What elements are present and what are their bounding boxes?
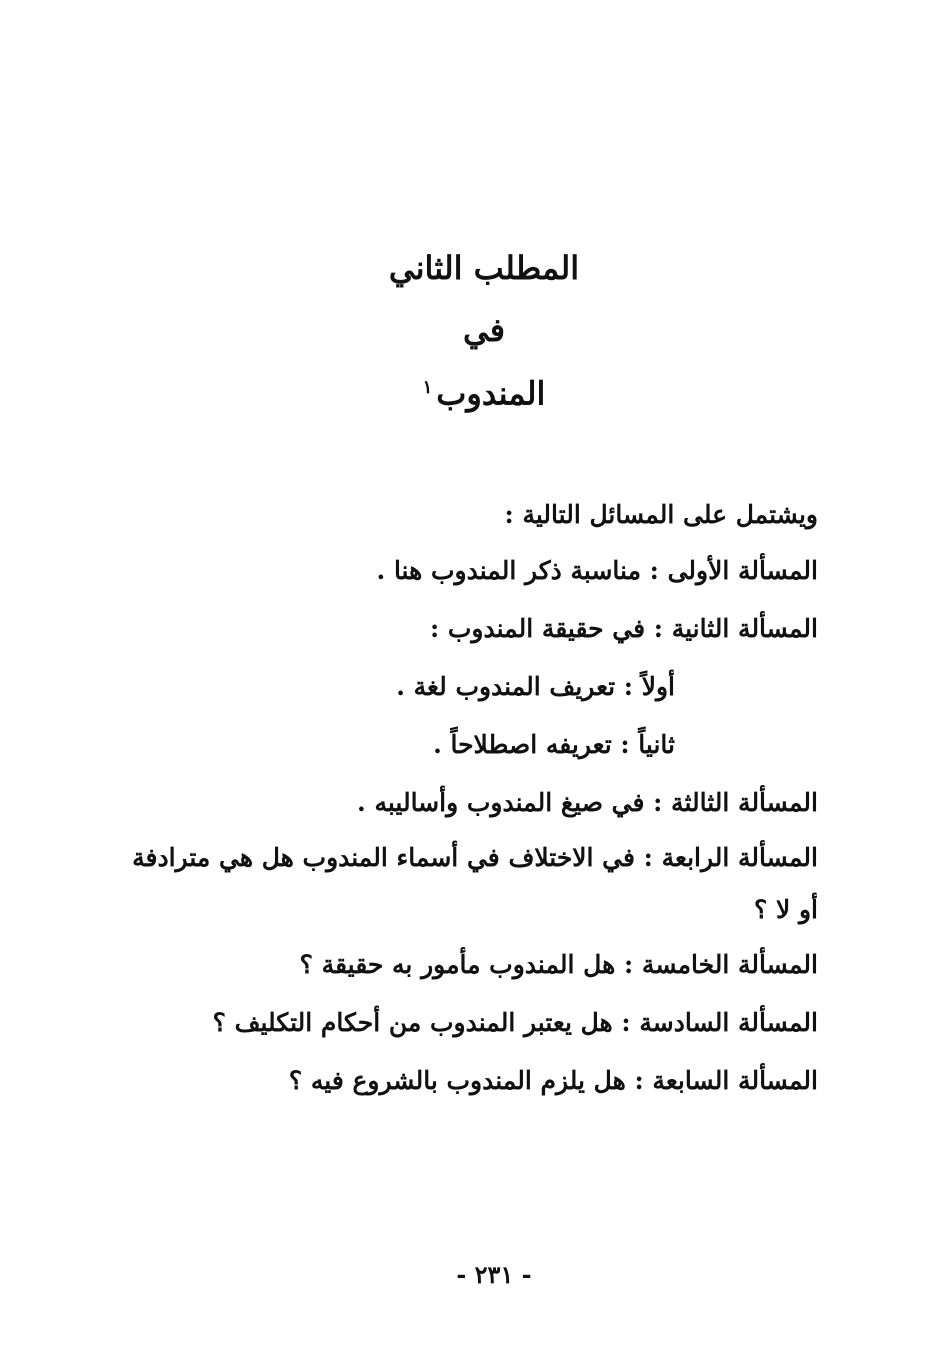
list-item-wrapped: المسألة الرابعة : في الاختلاف في أسماء المندوب هل هي مترادفة أو لا ؟ xyxy=(132,843,818,924)
list-item: المسألة الثالثة : في صيغ المندوب وأساليبه . xyxy=(357,788,818,817)
section-subject-text: المندوب xyxy=(436,374,546,413)
section-title: المطلب الثاني xyxy=(388,249,580,287)
list-item: المسألة الخامسة : هل المندوب مأمور به حقيقة ؟ xyxy=(299,950,818,979)
list-subitem: ثانياً : تعريفه اصطلاحاً . xyxy=(433,730,675,759)
list-item: المسألة الأولى : مناسبة ذكر المندوب هنا . xyxy=(376,556,818,585)
page-number: - ٢٣١ - xyxy=(456,1260,532,1289)
footnote-marker: ١ xyxy=(422,377,433,398)
section-title-preposition: في xyxy=(463,311,505,349)
intro-line: ويشتمل على المسائل التالية : xyxy=(504,500,818,529)
list-item: المسألة الثانية : في حقيقة المندوب : xyxy=(429,614,818,643)
section-title-subject xyxy=(0,368,938,414)
list-item: المسألة السابعة : هل يلزم المندوب بالشروع فيه ؟ xyxy=(288,1066,818,1095)
list-subitem: أولاً : تعريف المندوب لغة . xyxy=(396,672,675,701)
list-item: المسألة السادسة : هل يعتبر المندوب من أحكام التكليف ؟ xyxy=(212,1008,818,1037)
